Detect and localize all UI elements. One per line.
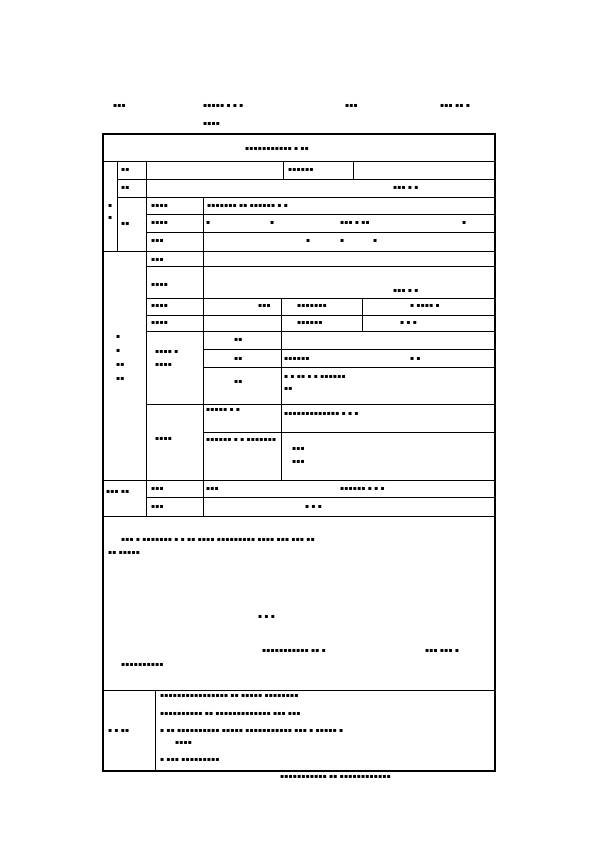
row1-mid-label: ▪▪▪▪▪▪ (288, 166, 314, 173)
row4-value-3: ▪▪▪ ▪ ▪▪ (340, 219, 370, 226)
section1-label-a: ▪ (108, 202, 113, 209)
row13-label: ▪▪▪ (151, 503, 164, 510)
divider (102, 690, 496, 691)
divider (146, 331, 496, 332)
row10-sub-b-value: ▪▪▪▪▪▪ (284, 355, 310, 362)
header-cell-2: ▪▪▪▪▪ ▪ ▪ ▪ (203, 102, 244, 109)
divider (203, 367, 496, 368)
row8-mid-label: ▪▪▪▪▪▪▪ (297, 302, 327, 309)
divider (146, 251, 147, 480)
row3-label: ▪▪▪▪ (151, 202, 169, 209)
divider (146, 497, 496, 498)
row11-sub-b-value-1: ▪▪▪ (292, 445, 305, 452)
row10-label: ▪▪▪▪ ▪ ▪▪▪▪ (155, 348, 179, 368)
declaration-line-1: ▪▪▪ ▪ ▪▪▪▪▪▪▪ ▪ ▪ ▪▪ ▪▪▪▪ ▪▪▪▪▪▪▪▪▪ ▪▪▪▪ ▪▪▪ ▪▪▪ ▪▪ (121, 536, 315, 543)
divider (203, 404, 204, 480)
form-title: ▪▪▪▪▪▪▪▪▪▪▪ ▪ ▪▪ (245, 145, 309, 152)
row9-label: ▪▪▪▪ (151, 319, 169, 326)
row5-label: ▪▪▪ (151, 237, 164, 244)
row3-value: ▪▪▪▪▪▪▪ ▪▪ ▪▪▪▪▪▪ ▪ ▪ (207, 202, 288, 209)
divider (117, 179, 496, 180)
divider (117, 197, 496, 198)
row10-sub-a: ▪▪ (234, 336, 243, 343)
declaration-line-3: ▪▪▪▪▪▪▪▪▪▪ (121, 661, 164, 668)
row11-sub-b: ▪▪▪▪▪▪ ▪ ▪ ▪▪▪▪▪▪▪ (206, 436, 277, 443)
note-line-4: ▪ ▪▪▪ ▪▪▪▪▪▪▪▪▪ (160, 756, 220, 763)
section1-label-b: ▪ (108, 214, 113, 221)
note-line-3: ▪ ▪▪ ▪▪▪▪▪▪▪▪▪▪ ▪▪▪▪▪ ▪▪▪▪▪▪▪▪▪▪▪ ▪▪▪ ▪ ▪▪▪▪▪ ▪ (160, 727, 344, 734)
note-line-2: ▪▪▪▪▪▪▪▪▪▪ ▪▪ ▪▪▪▪▪▪▪▪▪▪▪▪▪ ▪▪▪ ▪▪▪ (160, 710, 301, 717)
note-line-3b: ▪▪▪▪ (175, 739, 193, 746)
divider (203, 197, 204, 251)
row4-value-1: ▪ (206, 219, 211, 226)
declaration-date: ▪ ▪ ▪ (258, 613, 276, 620)
row8-label: ▪▪▪▪ (151, 302, 169, 309)
row10-sub-c: ▪▪ (234, 378, 243, 385)
declaration-signature: ▪▪▪▪▪▪▪▪▪▪▪ ▪▪ ▪ (262, 647, 326, 654)
section3-label: ▪▪▪ ▪▪ (106, 488, 130, 495)
row11-sub-a: ▪▪▪▪▪ ▪ ▪ (206, 406, 241, 413)
header-cell-4: ▪▪▪ ▪▪ ▪ (440, 102, 471, 109)
divider (203, 432, 496, 433)
row12-label: ▪▪▪ (151, 485, 164, 492)
row7-value: ▪▪▪ ▪ ▪ (393, 287, 419, 294)
row4-label: ▪▪▪▪ (151, 219, 169, 226)
row13-value: ▪ ▪ ▪ (305, 503, 323, 510)
divider (203, 251, 204, 331)
divider (283, 161, 284, 179)
row12-value-2: ▪▪▪▪▪▪ ▪ ▪ ▪ (340, 485, 385, 492)
row9-value: ▪ ▪ ▪ (400, 319, 418, 326)
divider (117, 161, 118, 251)
row11-label: ▪▪▪▪ (155, 435, 173, 442)
declaration-line-2: ▪▪ ▪▪▪▪▪ (108, 549, 140, 556)
declaration-signature-2: ▪▪▪ ▪▪▪ ▪ (425, 647, 460, 654)
footer-note: ▪▪▪▪▪▪▪▪▪▪▪ ▪▪ ▪▪▪▪▪▪▪▪▪▪▪▪ (280, 773, 391, 780)
divider (102, 251, 496, 252)
header-cell-3: ▪▪▪ (345, 102, 358, 109)
row9-mid-label: ▪▪▪▪▪▪ (297, 319, 323, 326)
divider (102, 161, 496, 162)
divider (281, 404, 282, 480)
header-cell-1: ▪▪▪ (113, 102, 126, 109)
row3-sub-label: ▪▪ (121, 220, 130, 227)
note-line-1: ▪▪▪▪▪▪▪▪▪▪▪▪▪▪▪▪ ▪▪ ▪▪▪▪▪ ▪▪▪▪▪▪▪▪ (160, 692, 299, 699)
row5-value-3: ▪ (373, 237, 378, 244)
divider (146, 480, 147, 516)
row5-value-2: ▪ (340, 237, 345, 244)
divider (146, 298, 496, 299)
divider (102, 480, 496, 481)
form-frame (102, 133, 496, 772)
divider (146, 404, 496, 405)
divider (146, 214, 496, 215)
divider (155, 690, 156, 772)
row4-value-4: ▪ (462, 219, 467, 226)
divider (203, 349, 496, 350)
row4-value-2: ▪ (270, 219, 275, 226)
notes-label: ▪ ▪ ▪▪ (108, 727, 130, 734)
row2-label: ▪▪ (121, 184, 130, 191)
row10-sub-b: ▪▪ (234, 355, 243, 362)
row8-value-2: ▪ ▪▪▪▪ ▪ (410, 302, 440, 309)
divider (102, 516, 496, 517)
row1-name-label: ▪▪ (121, 166, 130, 173)
row8-value-1: ▪▪▪ (258, 302, 271, 309)
divider (146, 266, 496, 267)
row11-sub-b-value-2: ▪▪▪ (292, 458, 305, 465)
section2-label: ▪ ▪ ▪▪ ▪▪ (116, 333, 125, 382)
row11-sub-a-value: ▪▪▪▪▪▪▪▪▪▪▪▪▪ ▪ ▪ ▪ (284, 410, 359, 417)
row10-sub-b-value-2: ▪ ▪ (410, 355, 421, 362)
divider (146, 161, 147, 251)
row5-value-1: ▪ (306, 237, 311, 244)
row2-value: ▪▪▪ ▪ ▪ (393, 184, 419, 191)
divider (146, 232, 496, 233)
row7-label: ▪▪▪▪ (151, 281, 169, 288)
divider (353, 161, 354, 179)
row12-value-1: ▪▪▪ (206, 485, 219, 492)
row10-sub-c-value: ▪ ▪ ▪▪ ▪ ▪ ▪▪▪▪▪▪ (284, 373, 346, 380)
row10-sub-c-value-2: ▪▪ (284, 385, 293, 392)
header-cell-2b: ▪▪▪▪ (203, 120, 221, 127)
row6-label: ▪▪▪ (151, 256, 164, 263)
divider (203, 480, 204, 516)
divider (146, 315, 496, 316)
